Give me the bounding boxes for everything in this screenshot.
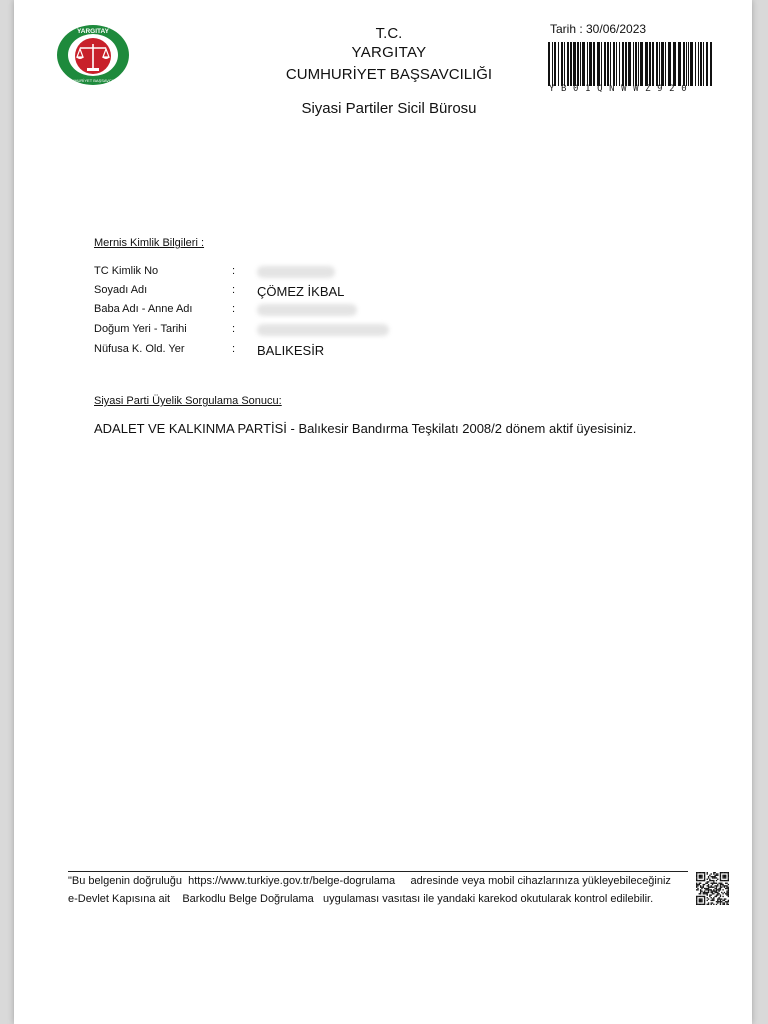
row-colon: : [232,284,236,296]
logo-text-bottom: CUMHURİYET BAŞSAVCILIĞI [65,78,121,83]
row-colon: : [232,323,236,335]
row-value-redacted [257,265,335,280]
identity-section-title: Mernis Kimlik Bilgileri : [94,237,205,249]
document-page [14,0,752,1024]
row-label: Nüfusa K. Old. Yer [94,343,185,355]
query-result: ADALET VE KALKINMA PARTİSİ - Balıkesir Bandırma Teşkilatı 2008/2 dönem aktif üyesisiniz. [94,421,637,436]
identity-row-parents [94,303,694,321]
identity-row-birth [94,323,694,341]
row-value-redacted [257,303,357,318]
footer-line-2: e-Devlet Kapısına ait Barkodlu Belge Doğrulama uygulaması vasıtası ile yandaki karekod okutularak kontrol edilebilir. [68,893,654,905]
logo-text-top: YARGITAY [77,28,109,35]
row-label: Soyadı Adı [94,284,148,296]
header-bureau: Siyasi Partiler Sicil Bürosu [301,100,477,117]
row-value-redacted [257,323,389,338]
qr-code-icon[interactable] [696,872,729,905]
header-tc: T.C. [375,25,403,42]
row-label: TC Kimlik No [94,265,159,277]
barcode-code: YB01QNWWZ920 [549,84,694,94]
yargitay-emblem-logo [56,24,130,86]
row-label: Doğum Yeri - Tarihi [94,323,187,335]
row-colon: : [232,303,236,315]
identity-row-name [94,284,694,302]
barcode-icon [548,42,714,86]
document-date: Tarih : 30/06/2023 [550,22,647,36]
identity-row-tc [94,265,694,283]
row-value: BALIKESİR [257,343,325,358]
header-institution: YARGITAY [351,44,427,61]
footer-divider [68,871,688,872]
footer-line-1: "Bu belgenin doğruluğu https://www.turkiye.gov.tr/belge-dogrulama adresinde veya mobil cihazlarınıza yükleyebileceğiniz [68,875,671,887]
row-value: ÇÖMEZ İKBAL [257,284,345,299]
identity-row-registry [94,343,694,361]
header-office: CUMHURİYET BAŞSAVCILIĞI [285,66,493,83]
row-colon: : [232,265,236,277]
row-colon: : [232,343,236,355]
row-label: Baba Adı - Anne Adı [94,303,193,315]
query-section-title: Siyasi Parti Üyelik Sorgulama Sonucu: [94,395,282,407]
